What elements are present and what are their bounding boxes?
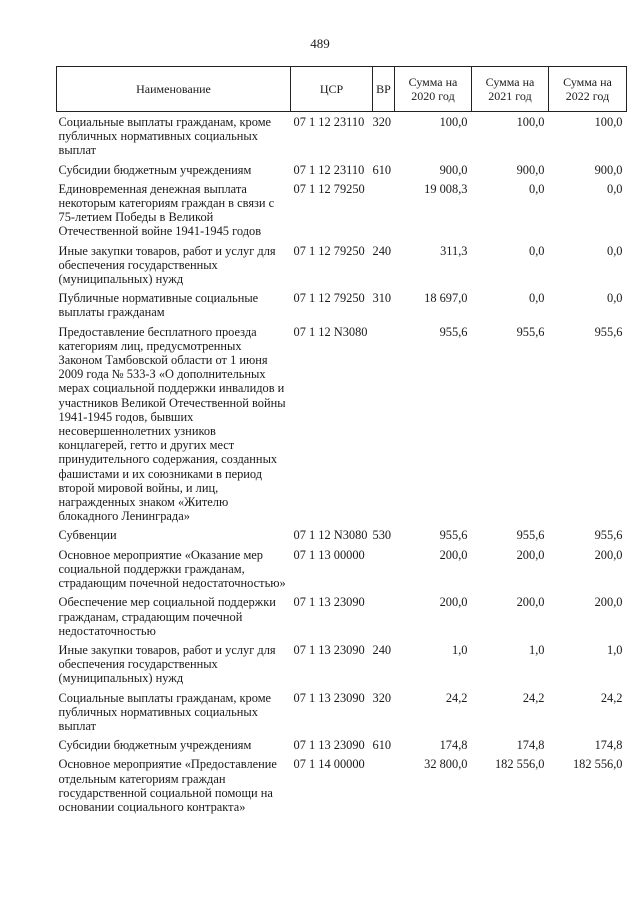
row-vr-cell bbox=[373, 757, 395, 819]
row-vr-cell: 610 bbox=[372, 738, 392, 753]
header-name: Наименование bbox=[57, 67, 291, 112]
row-vr-cell: 320 bbox=[372, 115, 392, 129]
header-sum-2022: Сумма на 2022 год bbox=[549, 67, 627, 112]
row-csr-cell: 07 1 12 N3080 bbox=[293, 324, 368, 339]
table-row bbox=[57, 548, 627, 596]
table-row bbox=[57, 595, 627, 643]
row-vr-cell bbox=[373, 548, 395, 596]
row-csr-cell: 07 1 13 23090 bbox=[293, 642, 365, 657]
row-name-cell: Основное мероприятие «Оказание мер социальной поддержки гражданам, страдающим почечной недостаточностью» bbox=[58, 547, 286, 591]
row-name-cell: Субсидии бюджетным учреждениям bbox=[58, 162, 252, 177]
table-row bbox=[57, 112, 627, 163]
header-sum-2020: Сумма на 2020 год bbox=[395, 67, 472, 112]
row-csr-cell: 07 1 14 00000 bbox=[293, 757, 365, 772]
row-sum-2021-cell: 100,0 bbox=[516, 115, 545, 129]
row-sum-2020-cell: 18 697,0 bbox=[424, 291, 468, 306]
row-sum-2021-cell: 200,0 bbox=[516, 547, 545, 562]
row-vr-cell bbox=[373, 182, 395, 244]
row-sum-2022-cell: 0,0 bbox=[607, 291, 623, 306]
table-row bbox=[57, 528, 627, 547]
row-name-cell: Социальные выплаты гражданам, кроме публичных нормативных социальных выплат bbox=[58, 115, 272, 158]
row-sum-2021-cell: 0,0 bbox=[529, 243, 545, 258]
row-csr-cell: 07 1 13 23090 bbox=[293, 738, 365, 753]
table-row bbox=[57, 244, 627, 292]
row-name-cell: Иные закупки товаров, работ и услуг для обеспечения государственных (муниципальных) нужд bbox=[58, 243, 276, 287]
row-csr-cell: 07 1 12 N3080 bbox=[293, 528, 368, 543]
header-sum-2021: Сумма на 2021 год bbox=[472, 67, 549, 112]
row-csr-cell: 07 1 12 79250 bbox=[293, 291, 365, 306]
row-sum-2020-cell: 1,0 bbox=[452, 642, 468, 657]
row-sum-2021-cell: 900,0 bbox=[516, 162, 545, 177]
row-vr-cell: 310 bbox=[372, 291, 392, 306]
table-row bbox=[57, 291, 627, 324]
row-sum-2021-cell: 174,8 bbox=[516, 738, 545, 753]
row-sum-2022-cell: 200,0 bbox=[594, 595, 623, 610]
row-vr-cell: 610 bbox=[372, 162, 392, 177]
row-vr-cell: 240 bbox=[372, 243, 392, 258]
row-sum-2020-cell: 200,0 bbox=[439, 547, 468, 562]
row-sum-2021-cell: 1,0 bbox=[529, 642, 545, 657]
row-sum-2022-cell: 0,0 bbox=[607, 181, 623, 196]
row-sum-2022-cell: 182 556,0 bbox=[572, 757, 623, 772]
row-sum-2022-cell: 0,0 bbox=[607, 243, 623, 258]
row-sum-2020-cell: 955,6 bbox=[439, 324, 468, 339]
row-sum-2021-cell: 24,2 bbox=[522, 690, 545, 705]
row-name-cell: Субсидии бюджетным учреждениям bbox=[58, 738, 252, 753]
row-sum-2021-cell: 0,0 bbox=[529, 181, 545, 196]
row-sum-2020-cell: 100,0 bbox=[439, 115, 468, 129]
table-row bbox=[57, 182, 627, 244]
row-vr-cell: 320 bbox=[372, 690, 392, 705]
table-row bbox=[57, 691, 627, 739]
header-csr: ЦСР bbox=[291, 67, 373, 112]
row-sum-2020-cell: 32 800,0 bbox=[424, 757, 468, 772]
row-vr-cell bbox=[373, 325, 395, 529]
row-sum-2022-cell: 1,0 bbox=[607, 642, 623, 657]
row-vr-cell: 530 bbox=[372, 528, 392, 543]
table-row bbox=[57, 325, 627, 529]
row-sum-2021-cell: 0,0 bbox=[529, 291, 545, 306]
row-csr-cell: 07 1 13 23090 bbox=[293, 595, 365, 610]
row-csr-cell: 07 1 13 23090 bbox=[293, 690, 365, 705]
row-name-cell: Субвенции bbox=[58, 528, 117, 543]
row-name-cell: Единовременная денежная выплата некоторым категориям граждан в связи с 75-летием Победы в Великой Отечественной войне 1941-1945 годов bbox=[58, 181, 275, 239]
row-sum-2022-cell: 100,0 bbox=[594, 115, 623, 129]
table-row bbox=[57, 757, 627, 819]
row-sum-2020-cell: 174,8 bbox=[439, 738, 468, 753]
row-sum-2022-cell: 174,8 bbox=[594, 738, 623, 753]
row-sum-2021-cell: 955,6 bbox=[516, 528, 545, 543]
row-csr-cell: 07 1 12 23110 bbox=[293, 162, 365, 177]
row-csr-cell: 07 1 12 79250 bbox=[293, 181, 365, 196]
row-sum-2022-cell: 24,2 bbox=[600, 690, 623, 705]
row-sum-2021-cell: 955,6 bbox=[516, 324, 545, 339]
table-header-row bbox=[57, 67, 627, 112]
row-name-cell: Предоставление бесплатного проезда категориям лиц, предусмотренных Законом Тамбовской области от 1 июня 2009 года № 533-З «О дополнительных мерах социальной поддержки инвалидов и участников Великой Отечественной войны 1941-1945 годов, бывших несовершеннолетних узников концлагерей, гетто и других мест принудительного содержания, созданных фашистами и их союзниками в период второй мировой войны, и лиц, награжденных знаком «Жителю блокадного Ленинграда» bbox=[58, 324, 286, 524]
row-sum-2020-cell: 955,6 bbox=[439, 528, 468, 543]
table-row bbox=[57, 738, 627, 757]
page-number: 489 bbox=[310, 36, 330, 51]
row-csr-cell: 07 1 12 23110 bbox=[293, 115, 365, 129]
row-sum-2020-cell: 311,3 bbox=[440, 243, 468, 258]
row-sum-2022-cell: 900,0 bbox=[594, 162, 623, 177]
row-sum-2020-cell: 900,0 bbox=[439, 162, 468, 177]
header-vr: ВР bbox=[373, 67, 395, 112]
table-row bbox=[57, 163, 627, 182]
row-sum-2022-cell: 200,0 bbox=[594, 547, 623, 562]
row-name-cell: Публичные нормативные социальные выплаты гражданам bbox=[58, 291, 259, 320]
row-sum-2020-cell: 24,2 bbox=[445, 690, 468, 705]
row-sum-2020-cell: 200,0 bbox=[439, 595, 468, 610]
row-sum-2022-cell: 955,6 bbox=[594, 528, 623, 543]
row-sum-2021-cell: 200,0 bbox=[516, 595, 545, 610]
table-row bbox=[57, 643, 627, 691]
row-name-cell: Основное мероприятие «Предоставление отдельным категориям граждан государственной социальной помощи на основании социального контракта» bbox=[58, 757, 277, 814]
row-sum-2022-cell: 955,6 bbox=[594, 324, 623, 339]
row-csr-cell: 07 1 13 00000 bbox=[293, 547, 365, 562]
row-vr-cell bbox=[373, 595, 395, 643]
row-sum-2020-cell: 19 008,3 bbox=[424, 181, 468, 196]
row-csr-cell: 07 1 12 79250 bbox=[293, 243, 365, 258]
row-vr-cell: 240 bbox=[372, 642, 392, 657]
row-sum-2021-cell: 182 556,0 bbox=[494, 757, 545, 772]
row-name-cell: Социальные выплаты гражданам, кроме публичных нормативных социальных выплат bbox=[58, 690, 272, 733]
budget-table bbox=[56, 66, 627, 819]
row-name-cell: Иные закупки товаров, работ и услуг для обеспечения государственных (муниципальных) нужд bbox=[58, 642, 276, 686]
row-name-cell: Обеспечение мер социальной поддержки гражданам, страдающим почечной недостаточностью bbox=[58, 595, 276, 638]
